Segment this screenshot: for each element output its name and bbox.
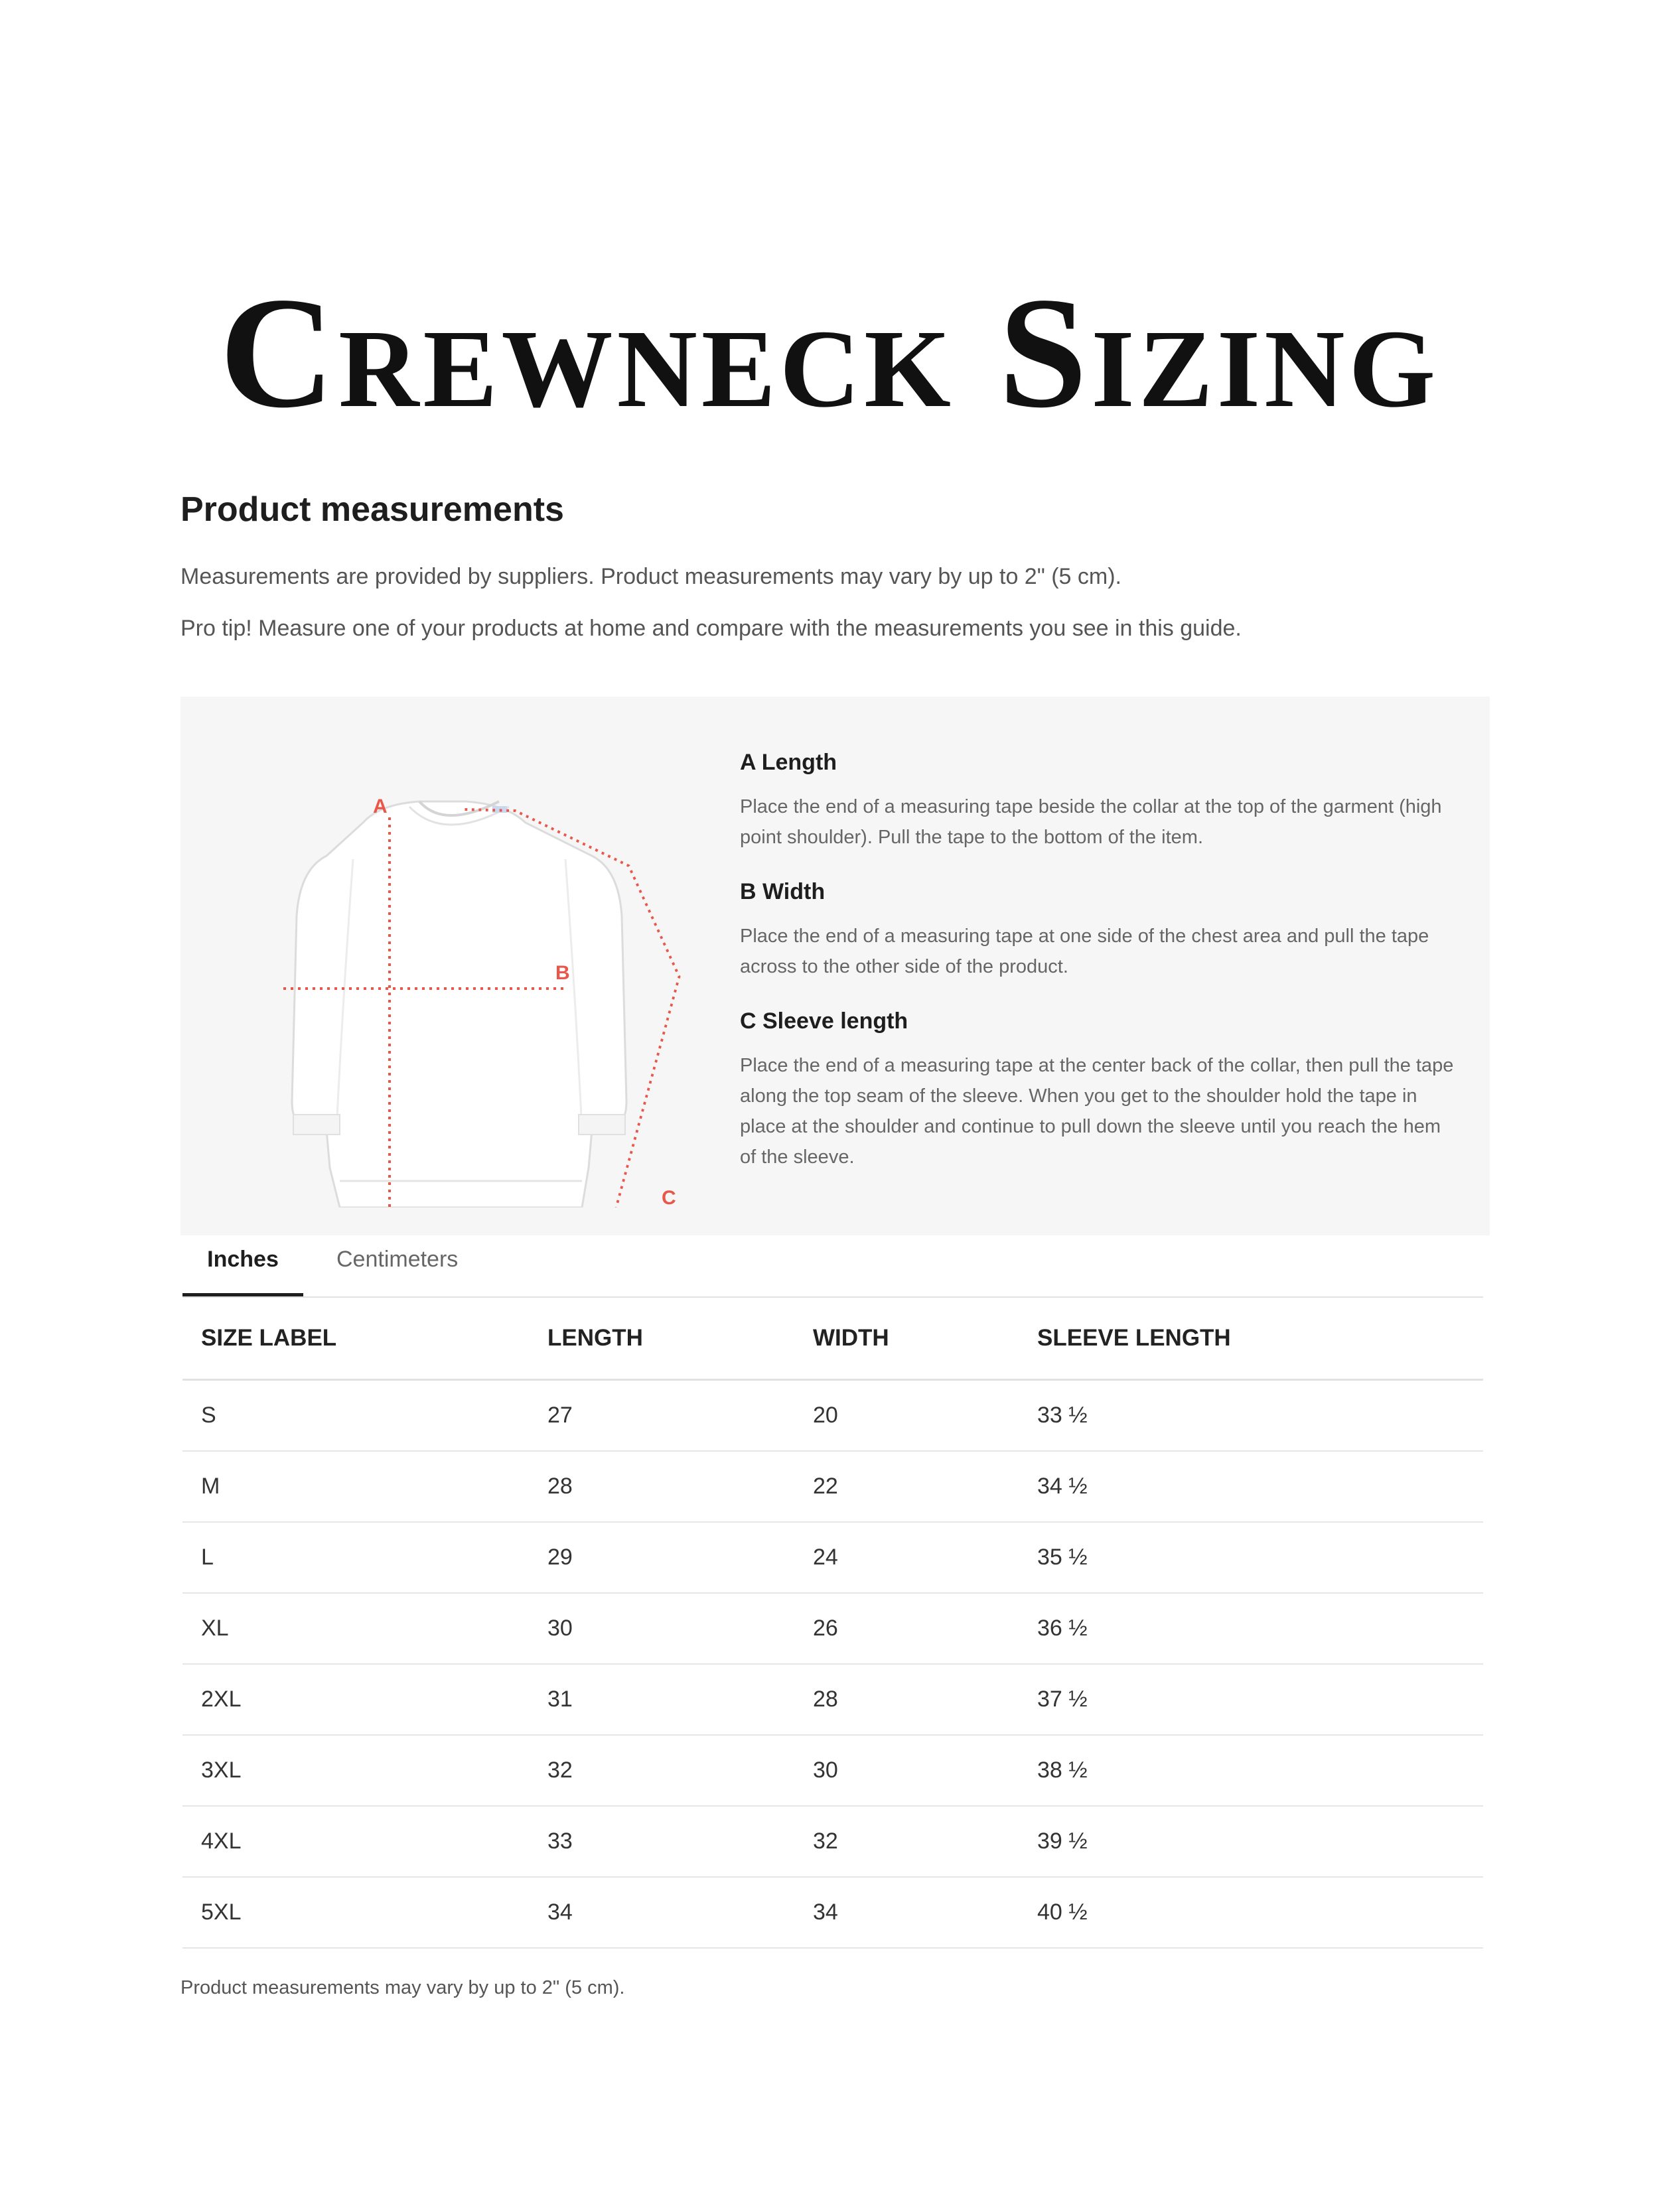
width-cell: 20 (794, 1380, 1019, 1452)
table-row (182, 1451, 1483, 1522)
column-header-sleeve-length: SLEEVE LENGTH (1019, 1298, 1483, 1380)
table-header-row (182, 1298, 1483, 1380)
sleeve-length-description: Place the end of a measuring tape at the center back of the collar, then pull the tape along the top seam of the sleeve. When you get to the shoulder hold the tape in place at the shoulder and continue to pull down the sleeve until you reach the hem of the sleeve. (740, 1055, 1454, 1168)
sleeve-length-cell: 33 ½ (1019, 1380, 1483, 1452)
size-label-cell: 5XL (182, 1877, 529, 1948)
length-heading: A Length (740, 750, 837, 775)
sleeve-length-cell: 40 ½ (1019, 1877, 1483, 1948)
table-row (182, 1735, 1483, 1806)
size-label-cell: XL (182, 1593, 529, 1664)
sleeve-length-cell: 37 ½ (1019, 1664, 1483, 1735)
length-cell: 29 (529, 1522, 794, 1593)
size-label-cell: L (182, 1522, 529, 1593)
length-cell: 31 (529, 1664, 794, 1735)
unit-tabs (182, 1235, 1483, 1298)
table-row (182, 1806, 1483, 1877)
sleeve-length-heading: C Sleeve length (740, 1008, 908, 1034)
size-label-cell: 4XL (182, 1806, 529, 1877)
column-header-length: LENGTH (529, 1298, 794, 1380)
length-cell: 28 (529, 1451, 794, 1522)
intro-paragraph: Measurements are provided by suppliers. Product measurements may vary by up to 2" (5 cm). (180, 564, 1121, 589)
size-label-cell: 3XL (182, 1735, 529, 1806)
width-cell: 22 (794, 1451, 1019, 1522)
sweatshirt-diagram (220, 743, 698, 1208)
measurement-descriptions (740, 750, 1457, 1199)
label-c: C (662, 1187, 676, 1208)
size-label-cell: 2XL (182, 1664, 529, 1735)
table-row (182, 1664, 1483, 1735)
width-cell: 32 (794, 1806, 1019, 1877)
tab-centimeters[interactable]: Centimeters (336, 1247, 459, 1272)
sleeve-length-cell: 34 ½ (1019, 1451, 1483, 1522)
label-a: A (373, 795, 388, 817)
tab-inches[interactable]: Inches (182, 1235, 303, 1296)
sleeve-length-cell: 38 ½ (1019, 1735, 1483, 1806)
table-row (182, 1522, 1483, 1593)
size-label-cell: M (182, 1451, 529, 1522)
width-description: Place the end of a measuring tape at one side of the chest area and pull the tape across to the other side of the product. (740, 926, 1429, 977)
length-cell: 30 (529, 1593, 794, 1664)
sweatshirt-body (292, 801, 626, 1208)
width-cell: 28 (794, 1664, 1019, 1735)
width-cell: 34 (794, 1877, 1019, 1948)
table-row (182, 1593, 1483, 1664)
label-b: B (555, 962, 570, 984)
footnote: Product measurements may vary by up to 2" (5 cm). (180, 1977, 625, 1998)
width-cell: 24 (794, 1522, 1019, 1593)
sleeve-length-cell: 35 ½ (1019, 1522, 1483, 1593)
width-cell: 26 (794, 1593, 1019, 1664)
table-row (182, 1380, 1483, 1452)
table-row (182, 1877, 1483, 1948)
section-heading: Product measurements (180, 490, 564, 529)
width-heading: B Width (740, 879, 826, 904)
length-cell: 33 (529, 1806, 794, 1877)
measurement-guide-panel (180, 697, 1490, 1235)
page-title: Crewneck Sizing (219, 263, 1440, 441)
length-cell: 27 (529, 1380, 794, 1452)
sleeve-length-cell: 39 ½ (1019, 1806, 1483, 1877)
length-cell: 32 (529, 1735, 794, 1806)
intro-tip-paragraph: Pro tip! Measure one of your products at home and compare with the measurements you see in this guide. (180, 616, 1242, 641)
length-description: Place the end of a measuring tape beside the collar at the top of the garment (high point shoulder). Pull the tape to the bottom of the item. (740, 796, 1442, 848)
size-label-cell: S (182, 1380, 529, 1452)
column-header-size-label: SIZE LABEL (182, 1298, 529, 1380)
length-cell: 34 (529, 1877, 794, 1948)
sleeve-length-cell: 36 ½ (1019, 1593, 1483, 1664)
column-header-width: WIDTH (794, 1298, 1019, 1380)
size-table (182, 1298, 1483, 1949)
width-cell: 30 (794, 1735, 1019, 1806)
